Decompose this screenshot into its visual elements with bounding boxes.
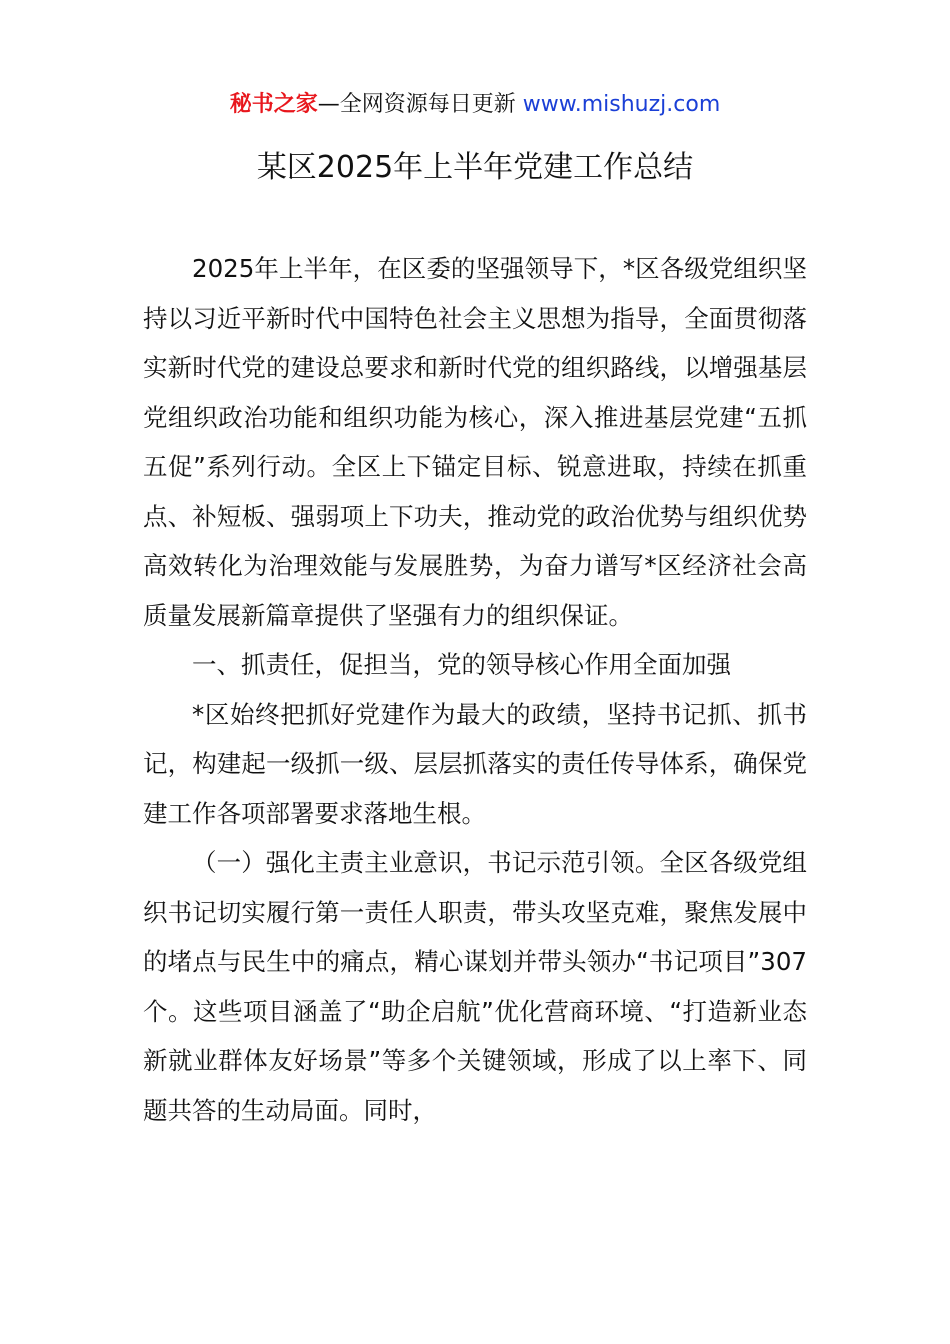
section-paragraph: *区始终把抓好党建作为最大的政绩，坚持书记抓、抓书记，构建起一级抓一级、层层抓落实的责任传导体系，确保党建工作各项部署要求落地生根。 bbox=[143, 699, 807, 828]
intro-paragraph: 2025年上半年，在区委的坚强领导下，*区各级党组织坚持以习近平新时代中国特色社会主义思想为指导，全面贯彻落实新时代党的建设总要求和新时代党的组织路线，以增强基层党组织政治功能和组织功能为核心，深入推进基层党建“五抓五促”系列行动。全区上下锚定目标、锐意进取，持续在抓重点、补短板、强弱项上下功夫，推动党的政治优势与组织优势高效转化为治理效能与发展胜势，为奋力谱写*区经济社会高质量发展新篇章提供了坚强有力的组织保证。 bbox=[143, 254, 807, 630]
site-url-link[interactable]: www.mishuzj.com bbox=[522, 92, 721, 117]
site-tagline: —全网资源每日更新 bbox=[317, 92, 516, 117]
section-heading: 一、抓责任，促担当，党的领导核心作用全面加强 bbox=[192, 650, 731, 679]
site-brand: 秘书之家 bbox=[229, 92, 318, 117]
document-body bbox=[143, 244, 807, 1135]
subsection-paragraph: （一）强化主责主业意识，书记示范引领。全区各级党组织书记切实履行第一责任人职责，带头攻坚克难，聚焦发展中的堵点与民生中的痛点，精心谋划并带头领办“书记项目”307个。这些项目涵盖了“助企启航”优化营商环境、“打造新业态新就业群体友好场景”等多个关键领域，形成了以上率下、同题共答的生动局面。同时， bbox=[143, 848, 807, 1125]
site-header bbox=[0, 88, 950, 122]
document-title: 某区2025年上半年党建工作总结 bbox=[256, 150, 694, 185]
